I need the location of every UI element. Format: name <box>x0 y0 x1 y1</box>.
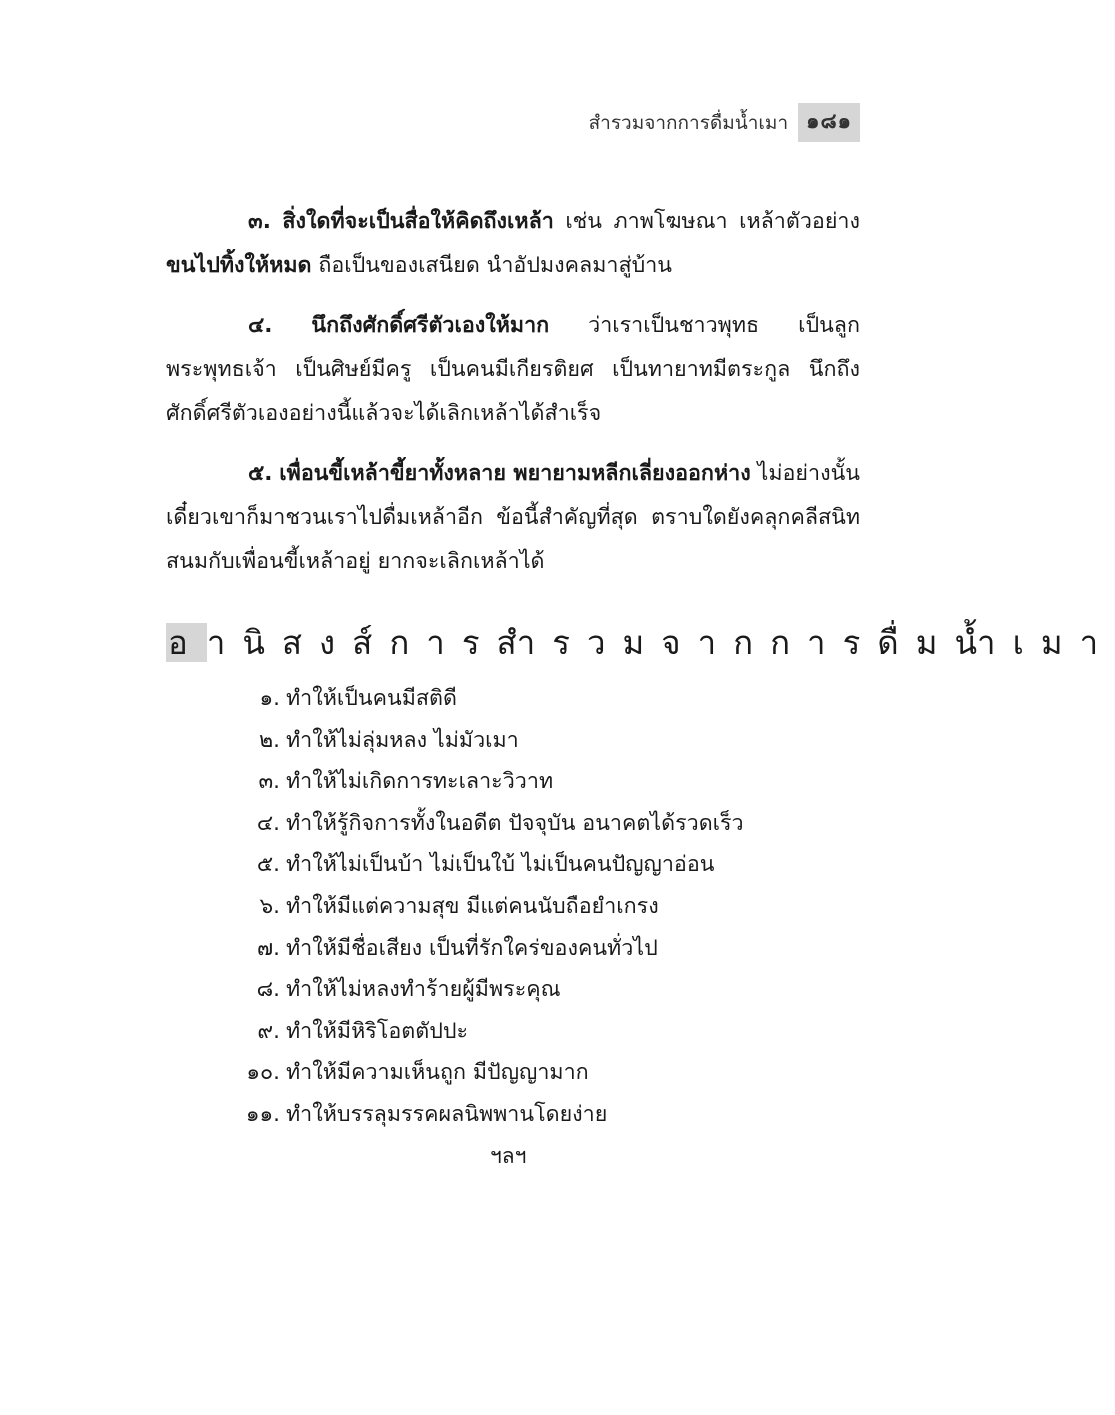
list-item-text: ทำให้ไม่ลุ่มหลง ไม่มัวเมา <box>286 727 519 753</box>
list-item-text: ทำให้รู้กิจการทั้งในอดีต ปัจจุบัน อนาคตได้รวดเร็ว <box>286 810 744 836</box>
list-item-text: ทำให้ไม่เกิดการทะเลาะวิวาท <box>286 769 554 795</box>
running-title: สำรวมจากการดื่มน้ำเมา <box>588 111 789 134</box>
list-item <box>200 844 840 886</box>
section-title <box>166 618 1115 668</box>
list-item-number: ๒. <box>258 727 280 753</box>
running-header <box>589 103 860 142</box>
paragraph-5 <box>166 452 860 584</box>
list-item-number: ๑. <box>259 686 280 711</box>
list-item-text: ทำให้ไม่เป็นบ้า ไม่เป็นใบ้ ไม่เป็นคนปัญญาอ่อน <box>286 852 715 878</box>
list-item-number: ๑๐. <box>246 1060 280 1086</box>
list-item <box>200 678 840 720</box>
list-item <box>200 969 840 1011</box>
body-text <box>166 200 860 600</box>
list-item-number: ๗. <box>256 935 280 961</box>
list-item <box>200 1094 840 1136</box>
paragraph-3-text: ถือเป็นของเสนียด นำอัปมงคลมาสู่บ้าน <box>311 253 672 278</box>
list-item-number: ๘. <box>256 977 280 1003</box>
list-item <box>200 928 840 970</box>
list-item-text: ทำให้มีแต่ความสุข มีแต่คนนับถือยำเกรง <box>286 893 659 919</box>
paragraph-3-bold-end: ขนไปทิ้งให้หมด <box>166 253 312 278</box>
paragraph-4-number: ๔. <box>248 313 273 338</box>
list-item-number: ๓. <box>258 769 280 795</box>
list-item <box>200 886 840 928</box>
paragraph-4-heading: นึกถึงศักดิ์ศรีตัวเองให้มาก <box>311 313 550 338</box>
list-item-number: ๖. <box>259 893 280 919</box>
list-item <box>200 720 840 762</box>
list-item-text: ทำให้มีความเห็นถูก มีปัญญามาก <box>286 1060 589 1086</box>
paragraph-4-text: ว่าเราเป็นชาวพุทธ เป็นลูกพระพุทธเจ้า เป็นศิษย์มีครู เป็นคนมีเกียรติยศ เป็นทายาทมีตระกูล นึกถึงศักดิ์ศรีตัวเองอย่างนี้แล้วจะได้เลิกเหล้าได้สำเร็จ <box>166 313 860 426</box>
paragraph-5-text: ไม่อย่างนั้นเดี๋ยวเขาก็มาชวนเราไปดื่มเหล้าอีก ข้อนี้สำคัญที่สุด ตราบใดยังคลุกคลีสนิทสนมกับเพื่อนขี้เหล้าอยู่ ยากจะเลิกเหล้าได้ <box>166 461 860 574</box>
list-item-number: ๑๑. <box>245 1101 280 1127</box>
paragraph-3-heading: สิ่งใดที่จะเป็นสื่อให้คิดถึงเหล้า <box>282 209 554 234</box>
benefits-list <box>200 678 840 1136</box>
list-item-text: ทำให้มีหิริโอตตัปปะ <box>286 1018 469 1044</box>
section-title-first-letter: อ <box>168 623 205 662</box>
section-title-rest: านิสงส์การสำรวมจากการดื่มน้ำเมา <box>206 623 1115 662</box>
page-number: ๑๘๑ <box>798 103 860 142</box>
list-item-text: ทำให้เป็นคนมีสติดี <box>286 686 457 711</box>
paragraph-5-number: ๕. <box>248 461 273 486</box>
paragraph-5-heading: เพื่อนขี้เหล้าขี้ยาทั้งหลาย พยายามหลีกเลี่ยงออกห่าง <box>279 461 751 486</box>
list-item <box>200 761 840 803</box>
list-item-text: ทำให้มีชื่อเสียง เป็นที่รักใคร่ของคนทั่วไป <box>286 935 658 961</box>
paragraph-3-middle: เช่น ภาพโฆษณา เหล้าตัวอย่าง <box>553 209 860 234</box>
etc-mark: ฯลฯ <box>490 1144 527 1168</box>
list-item <box>200 803 840 845</box>
list-item-text: ทำให้บรรลุมรรคผลนิพพานโดยง่าย <box>286 1101 608 1127</box>
paragraph-4 <box>166 304 860 436</box>
list-item-number: ๔. <box>256 810 280 836</box>
paragraph-3-number: ๓. <box>248 209 271 234</box>
list-item-text: ทำให้ไม่หลงทำร้ายผู้มีพระคุณ <box>286 977 561 1003</box>
list-item-number: ๙. <box>257 1018 280 1044</box>
list-item <box>200 1011 840 1053</box>
paragraph-3 <box>166 200 860 288</box>
list-item-number: ๕. <box>256 852 280 878</box>
list-item <box>200 1052 840 1094</box>
